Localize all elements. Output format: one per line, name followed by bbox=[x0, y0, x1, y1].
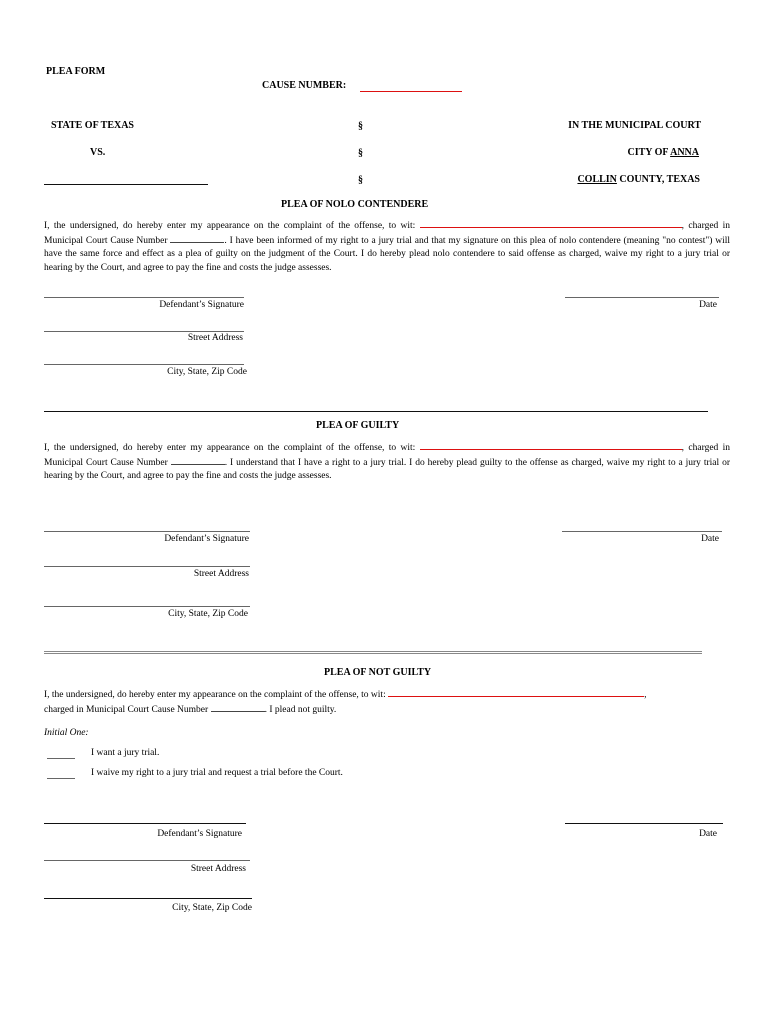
section-symbol: § bbox=[358, 121, 363, 132]
not-guilty-city-label: City, State, Zip Code bbox=[172, 903, 252, 913]
guilty-heading: PLEA OF GUILTY bbox=[316, 420, 400, 431]
initial-jury-trial-field[interactable] bbox=[47, 758, 75, 759]
not-guilty-signature-line[interactable] bbox=[44, 823, 246, 824]
not-guilty-street-label: Street Address bbox=[190, 864, 246, 874]
section-symbol: § bbox=[358, 175, 363, 186]
guilty-street-line[interactable] bbox=[44, 566, 250, 567]
guilty-cause-number-field[interactable] bbox=[171, 456, 225, 465]
caption-court: IN THE MUNICIPAL COURT bbox=[568, 120, 701, 131]
nolo-offense-field[interactable] bbox=[420, 219, 682, 228]
section-divider bbox=[44, 411, 708, 412]
option-jury-trial: I want a jury trial. bbox=[91, 748, 160, 758]
caption-vs: VS. bbox=[90, 147, 106, 158]
cause-number-field[interactable] bbox=[360, 91, 462, 92]
nolo-paragraph: I, the undersigned, do hereby enter my appearance on the complaint of the offense, to wit: , charged in Municipal Court Cause Number . I have been informed of my right to a jury trial and that my signature on this plea of nolo contendere (meaning "no contest") will have the same force and effect as a plea of guilty on the judgment of the Court. I do hereby plead nolo contendere to said offense as charged, waive my right to a jury trial or hearing by the Court, and agree to pay the fine and costs the judge assesses. bbox=[44, 221, 731, 273]
guilty-signature-label: Defendant’s Signature bbox=[164, 534, 249, 544]
not-guilty-offense-field[interactable] bbox=[388, 688, 644, 697]
caption-city: CITY OF ANNA bbox=[627, 147, 699, 158]
cause-number-label: CAUSE NUMBER: bbox=[262, 80, 347, 91]
nolo-city-line[interactable] bbox=[44, 364, 244, 365]
initial-one-label: Initial One: bbox=[44, 728, 89, 738]
guilty-date-label: Date bbox=[701, 534, 719, 544]
defendant-name-field[interactable] bbox=[44, 184, 208, 185]
section-symbol: § bbox=[358, 148, 363, 159]
nolo-date-line[interactable] bbox=[565, 297, 719, 298]
not-guilty-street-line[interactable] bbox=[44, 860, 250, 861]
not-guilty-signature-label: Defendant’s Signature bbox=[157, 829, 242, 839]
nolo-street-label: Street Address bbox=[187, 333, 243, 343]
guilty-city-label: City, State, Zip Code bbox=[168, 609, 248, 619]
nolo-cause-number-field[interactable] bbox=[170, 234, 224, 243]
caption-county: COLLIN COUNTY, TEXAS bbox=[577, 174, 700, 185]
guilty-signature-line[interactable] bbox=[44, 531, 250, 532]
not-guilty-date-line[interactable] bbox=[565, 823, 723, 824]
nolo-date-label: Date bbox=[699, 300, 717, 310]
guilty-city-line[interactable] bbox=[44, 606, 250, 607]
nolo-street-line[interactable] bbox=[44, 331, 244, 332]
option-bench-trial: I waive my right to a jury trial and request a trial before the Court. bbox=[91, 768, 343, 778]
not-guilty-date-label: Date bbox=[699, 829, 717, 839]
not-guilty-city-line[interactable] bbox=[44, 898, 252, 899]
form-title: PLEA FORM bbox=[46, 66, 106, 77]
initial-bench-trial-field[interactable] bbox=[47, 778, 75, 779]
section-divider bbox=[44, 651, 702, 654]
guilty-date-line[interactable] bbox=[562, 531, 722, 532]
not-guilty-paragraph: I, the undersigned, do hereby enter my appearance on the complaint of the offense, to wit: , charged in Municipal Court Cause Number . I plead not guilty. bbox=[44, 690, 647, 715]
nolo-signature-label: Defendant’s Signature bbox=[159, 300, 244, 310]
guilty-offense-field[interactable] bbox=[420, 441, 682, 450]
guilty-paragraph: I, the undersigned, do hereby enter my appearance on the complaint of the offense, to wit: , charged in Municipal Court Cause Number . I understand that I have a right to a jury trial. I do hereby plead guilty to the offense as charged, waive my right to a jury trial or hearing by the Court, and agree to pay the fine and costs the judge assesses. bbox=[44, 443, 731, 481]
caption-state: STATE OF TEXAS bbox=[51, 120, 134, 131]
guilty-street-label: Street Address bbox=[193, 569, 249, 579]
nolo-heading: PLEA OF NOLO CONTENDERE bbox=[281, 199, 429, 210]
nolo-city-label: City, State, Zip Code bbox=[167, 367, 247, 377]
nolo-signature-line[interactable] bbox=[44, 297, 244, 298]
not-guilty-heading: PLEA OF NOT GUILTY bbox=[324, 667, 432, 678]
not-guilty-cause-number-field[interactable] bbox=[211, 703, 265, 712]
